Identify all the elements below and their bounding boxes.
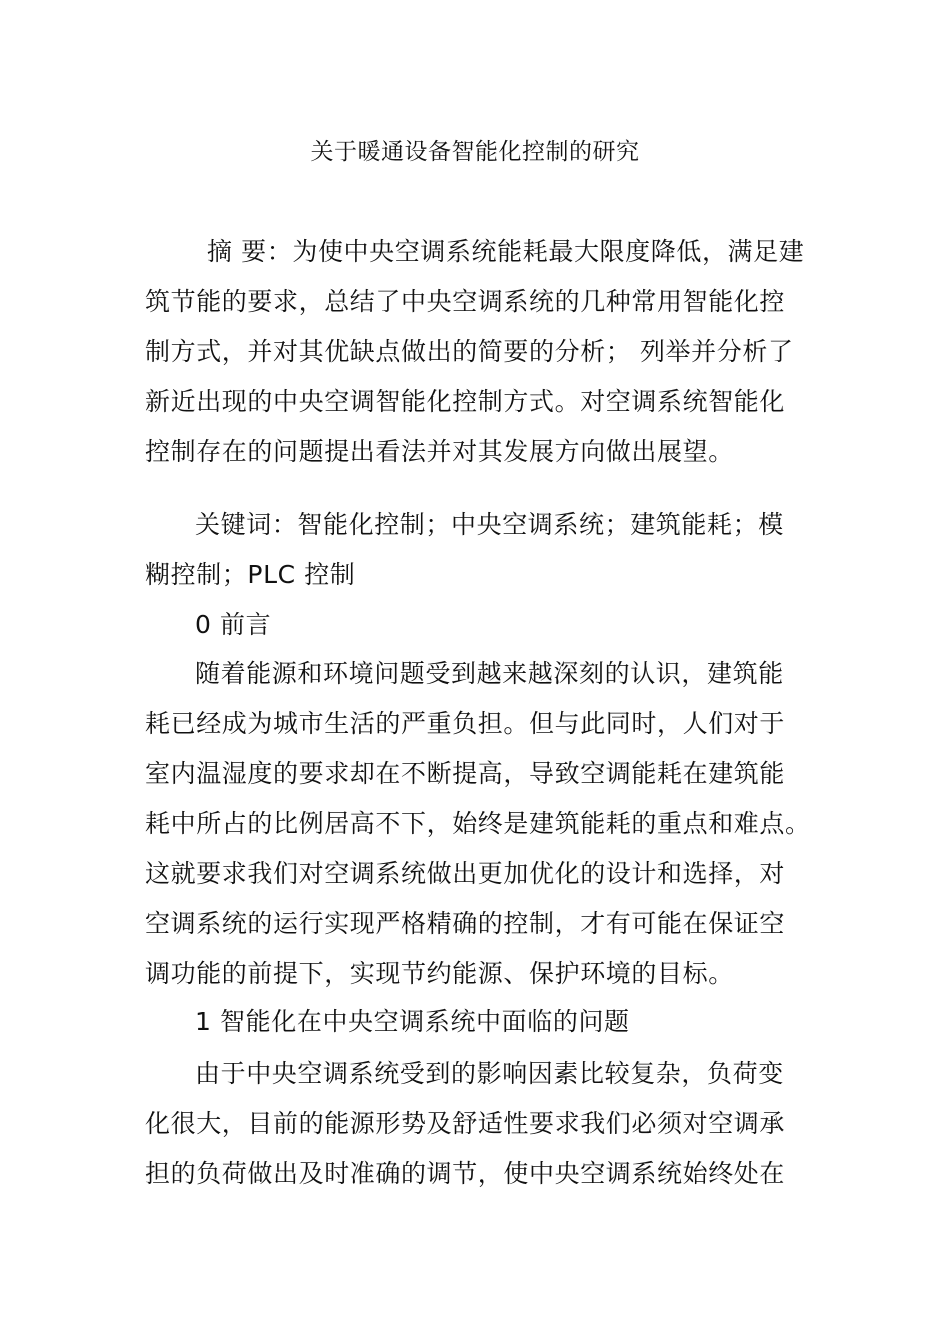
section-heading: 1 智能化在中央空调系统中面临的问题 xyxy=(195,1007,630,1036)
paragraph-line: 空调系统的运行实现严格精确的控制，才有可能在保证空 xyxy=(145,909,786,938)
abstract-line: 新近出现的中央空调智能化控制方式。对空调系统智能化 xyxy=(145,387,786,416)
abstract-line: 控制存在的问题提出看法并对其发展方向做出展望。 xyxy=(145,437,734,466)
paragraph-line: 耗中所占的比例居高不下，始终是建筑能耗的重点和难点。 xyxy=(145,809,811,838)
abstract-line: 筑节能的要求，总结了中央空调系统的几种常用智能化控 xyxy=(145,287,786,316)
keywords-line: 关键词：智能化控制；中央空调系统；建筑能耗；模 xyxy=(195,510,784,539)
document-title: 关于暖通设备智能化控制的研究 xyxy=(310,139,640,165)
paragraph-line: 随着能源和环境问题受到越来越深刻的认识，建筑能 xyxy=(195,659,784,688)
paragraph-line: 担的负荷做出及时准确的调节，使中央空调系统始终处在 xyxy=(145,1159,786,1188)
section-heading: 0 前言 xyxy=(195,610,272,639)
abstract-line: 制方式，并对其优缺点做出的简要的分析； 列举并分析了 xyxy=(145,337,794,366)
paragraph-line: 由于中央空调系统受到的影响因素比较复杂，负荷变 xyxy=(195,1059,784,1088)
keywords-line: 糊控制；PLC 控制 xyxy=(145,560,356,589)
paragraph-line: 这就要求我们对空调系统做出更加优化的设计和选择，对 xyxy=(145,859,786,888)
abstract-line: 摘 要：为使中央空调系统能耗最大限度降低，满足建 xyxy=(207,237,805,266)
paragraph-line: 室内温湿度的要求却在不断提高，导致空调能耗在建筑能 xyxy=(145,759,786,788)
paragraph-line: 化很大，目前的能源形势及舒适性要求我们必须对空调承 xyxy=(145,1109,786,1138)
paragraph-line: 调功能的前提下，实现节约能源、保护环境的目标。 xyxy=(145,959,734,988)
paragraph-line: 耗已经成为城市生活的严重负担。但与此同时，人们对于 xyxy=(145,709,786,738)
